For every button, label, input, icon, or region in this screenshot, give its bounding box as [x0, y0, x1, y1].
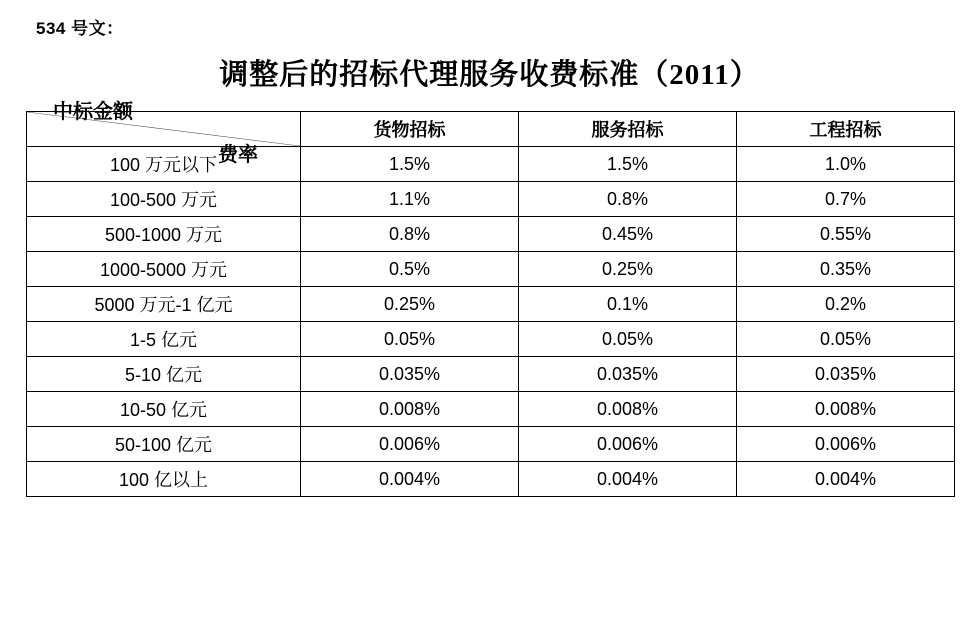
row-value-engineering: 0.004% [737, 462, 955, 497]
table-row [27, 427, 955, 462]
table-row [27, 182, 955, 217]
row-value-engineering: 0.008% [737, 392, 955, 427]
corner-rate-label: 费率 [218, 144, 258, 166]
corner-amount-label: 中标金额 [53, 101, 133, 123]
row-value-service: 0.1% [519, 287, 737, 322]
column-header-goods: 货物招标 [301, 112, 519, 147]
row-value-service: 0.25% [519, 252, 737, 287]
column-header-service: 服务招标 [519, 112, 737, 147]
row-value-goods: 0.8% [301, 217, 519, 252]
row-value-goods: 0.5% [301, 252, 519, 287]
table-row [27, 392, 955, 427]
row-value-goods: 1.1% [301, 182, 519, 217]
row-value-engineering: 0.55% [737, 217, 955, 252]
fee-standard-table [26, 101, 955, 497]
row-label: 1-5 亿元 [27, 322, 301, 357]
row-value-service: 1.5% [519, 147, 737, 182]
row-value-engineering: 0.35% [737, 252, 955, 287]
row-label: 50-100 亿元 [27, 427, 301, 462]
row-value-engineering: 0.035% [737, 357, 955, 392]
row-value-service: 0.035% [519, 357, 737, 392]
table-row [27, 462, 955, 497]
row-value-service: 0.008% [519, 392, 737, 427]
table-row [27, 287, 955, 322]
row-value-engineering: 0.7% [737, 182, 955, 217]
page-title: 调整后的招标代理服务收费标准（2011） [219, 59, 760, 91]
table-row [27, 252, 955, 287]
row-value-engineering: 1.0% [737, 147, 955, 182]
table-row [27, 147, 955, 182]
row-value-goods: 0.008% [301, 392, 519, 427]
row-value-engineering: 0.2% [737, 287, 955, 322]
row-value-service: 0.004% [519, 462, 737, 497]
row-label: 5-10 亿元 [27, 357, 301, 392]
document-reference: 534 号文： [36, 19, 124, 38]
row-value-goods: 0.035% [301, 357, 519, 392]
row-value-goods: 0.004% [301, 462, 519, 497]
fee-standard-table-container [26, 101, 954, 497]
row-label: 500-1000 万元 [27, 217, 301, 252]
table-header-row [27, 112, 955, 147]
row-label: 5000 万元-1 亿元 [27, 287, 301, 322]
row-label: 100 万元以下 [27, 147, 301, 182]
row-label: 10-50 亿元 [27, 392, 301, 427]
column-header-engineering: 工程招标 [737, 112, 955, 147]
row-value-service: 0.006% [519, 427, 737, 462]
table-row [27, 217, 955, 252]
row-value-goods: 1.5% [301, 147, 519, 182]
row-value-service: 0.45% [519, 217, 737, 252]
row-value-engineering: 0.05% [737, 322, 955, 357]
table-row [27, 357, 955, 392]
row-value-service: 0.8% [519, 182, 737, 217]
row-label: 100-500 万元 [27, 182, 301, 217]
row-value-goods: 0.25% [301, 287, 519, 322]
row-value-goods: 0.006% [301, 427, 519, 462]
row-label: 100 亿以上 [27, 462, 301, 497]
table-row [27, 322, 955, 357]
row-value-goods: 0.05% [301, 322, 519, 357]
row-label: 1000-5000 万元 [27, 252, 301, 287]
row-value-service: 0.05% [519, 322, 737, 357]
row-value-engineering: 0.006% [737, 427, 955, 462]
